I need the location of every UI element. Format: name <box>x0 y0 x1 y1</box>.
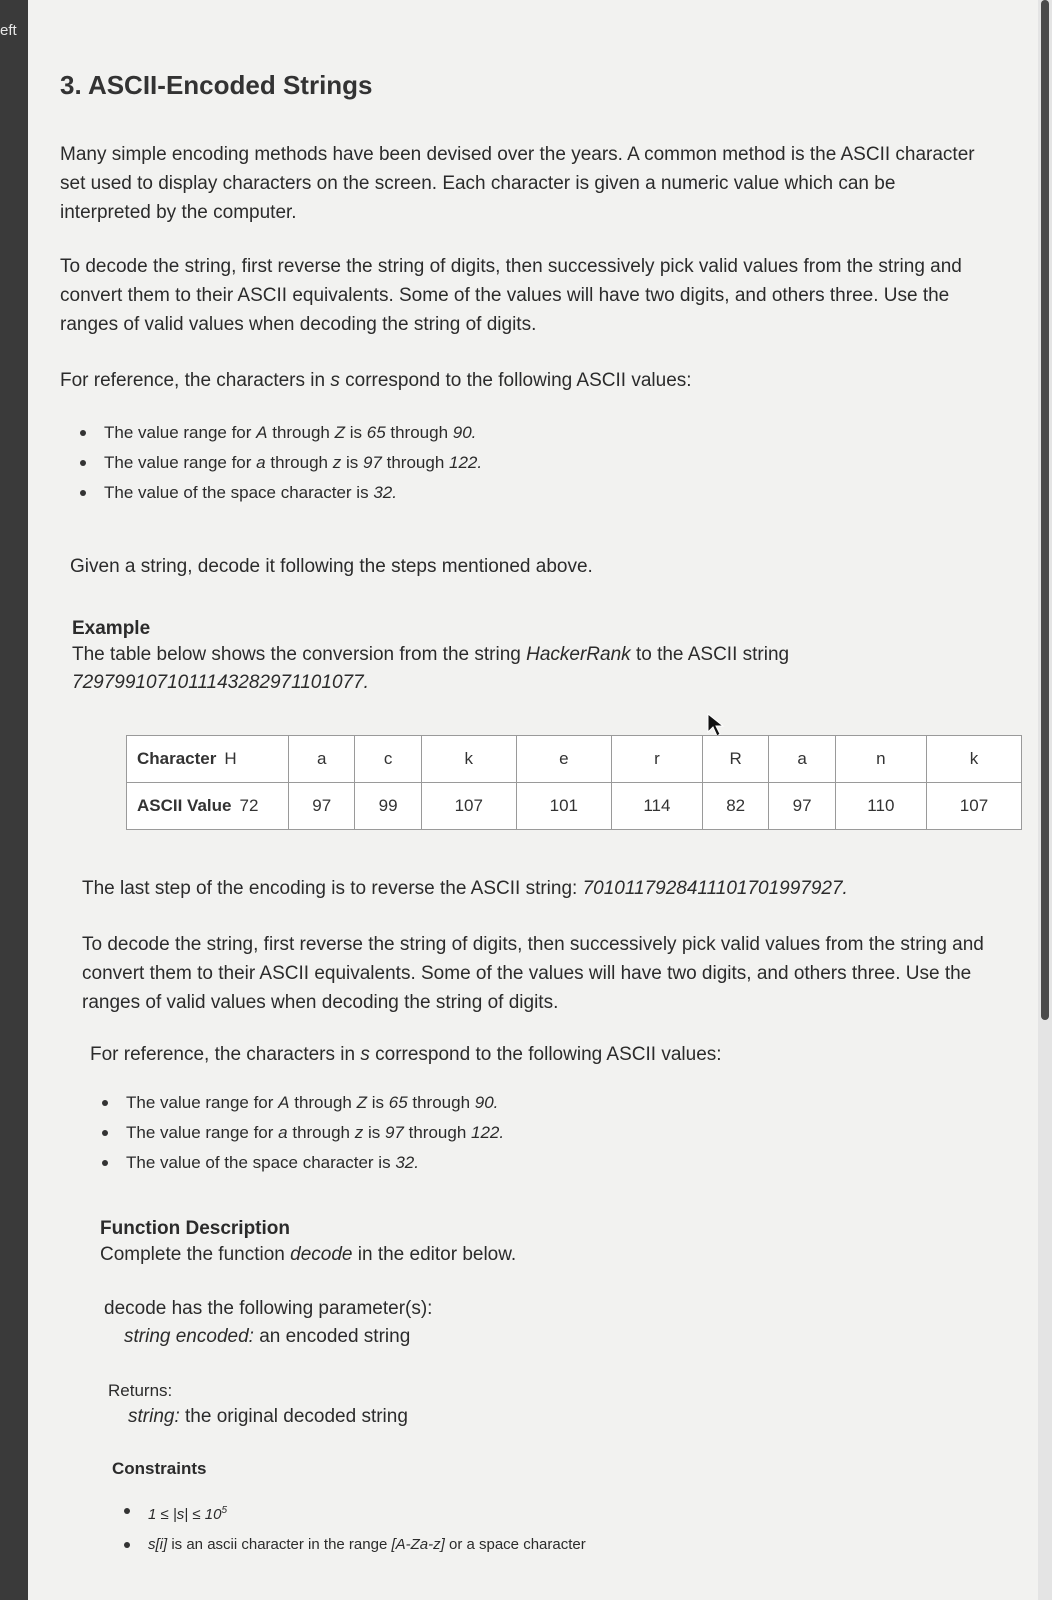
example-heading: Example <box>72 618 151 639</box>
intro-paragraph: Many simple encoding methods have been devised over the years. A common method is the ASCII character set used to display characters on the screen. Each character is given a numeric value which can be interpreted by the computer. <box>60 144 975 223</box>
value-cell: 110 <box>835 783 926 830</box>
char-cell: n <box>835 736 926 783</box>
problem-panel <box>28 0 1038 1600</box>
left-rail <box>0 0 28 1600</box>
value-cell: 82 <box>702 783 768 830</box>
function-description-heading: Function Description <box>100 1218 290 1239</box>
value-cell: 101 <box>516 783 611 830</box>
value-cell: 97 <box>769 783 835 830</box>
constraint-characters: s[i] is an ascii character in the range [A-Za-z] or a space character <box>112 1530 586 1560</box>
value-cell: 107 <box>421 783 516 830</box>
value-cell: 114 <box>611 783 702 830</box>
range-list <box>68 418 482 508</box>
example-ascii-string: 7297991071011143282971101077. <box>72 672 369 693</box>
reference-line: For reference, the characters in s correspond to the following ASCII values: <box>60 370 692 391</box>
char-cell: k <box>421 736 516 783</box>
scrollbar-thumb[interactable] <box>1041 0 1049 1020</box>
returns-heading: Returns: <box>108 1381 173 1400</box>
constraints-heading: Constraints <box>112 1459 207 1478</box>
constraints-list <box>112 1496 586 1560</box>
ascii-value-row-header: ASCII Value 72 <box>127 783 289 830</box>
rail-label: eft <box>0 22 17 39</box>
range-item-lowercase: The value range for a through z is 97 through 122. <box>90 1118 504 1148</box>
returns-line: string: the original decoded string <box>128 1406 408 1427</box>
value-cell: 107 <box>926 783 1021 830</box>
character-row <box>127 736 1022 783</box>
char-cell: c <box>355 736 421 783</box>
char-cell: a <box>769 736 835 783</box>
char-cell: k <box>926 736 1021 783</box>
range-item-lowercase: The value range for a through z is 97 through 122. <box>68 448 482 478</box>
char-cell: R <box>702 736 768 783</box>
ascii-value-row <box>127 783 1022 830</box>
character-row-header: Character H <box>127 736 289 783</box>
char-cell: a <box>289 736 355 783</box>
range-item-uppercase: The value range for A through Z is 65 through 90. <box>90 1088 504 1118</box>
range-list-repeat <box>90 1088 504 1178</box>
last-step-line: The last step of the encoding is to reverse the ASCII string: 7010117928411101701997927. <box>82 878 848 899</box>
range-item-space: The value of the space character is 32. <box>68 478 482 508</box>
problem-title: 3. ASCII-Encoded Strings <box>60 70 373 100</box>
given-line: Given a string, decode it following the steps mentioned above. <box>70 556 593 577</box>
vertical-scrollbar[interactable] <box>1038 0 1052 1600</box>
constraint-length: $1 \le |s| \le 10^5$ <box>112 1496 586 1530</box>
decode-paragraph-repeat: To decode the string, first reverse the string of digits, then successively pick valid values from the string and convert them to their ASCII equivalents. Some of the values will have two digits, and others three. Use the ranges of valid values when decoding the string of digits. <box>82 934 984 1013</box>
char-cell: e <box>516 736 611 783</box>
parameter-line: string encoded: an encoded string <box>124 1326 411 1347</box>
reference-line-repeat: For reference, the characters in s correspond to the following ASCII values: <box>90 1044 722 1065</box>
function-description-line: Complete the function decode in the editor below. <box>100 1244 517 1265</box>
parameters-heading: decode has the following parameter(s): <box>104 1298 433 1319</box>
char-cell: r <box>611 736 702 783</box>
decode-paragraph: To decode the string, first reverse the string of digits, then successively pick valid values from the string and convert them to their ASCII equivalents. Some of the values will have two digits, and others three. Use the ranges of valid values when decoding the string of digits. <box>60 256 962 335</box>
range-item-uppercase: The value range for A through Z is 65 through 90. <box>68 418 482 448</box>
range-item-space: The value of the space character is 32. <box>90 1148 504 1178</box>
ascii-table <box>126 735 1022 830</box>
value-cell: 97 <box>289 783 355 830</box>
value-cell: 99 <box>355 783 421 830</box>
example-line: The table below shows the conversion from the string HackerRank to the ASCII string <box>72 644 790 665</box>
